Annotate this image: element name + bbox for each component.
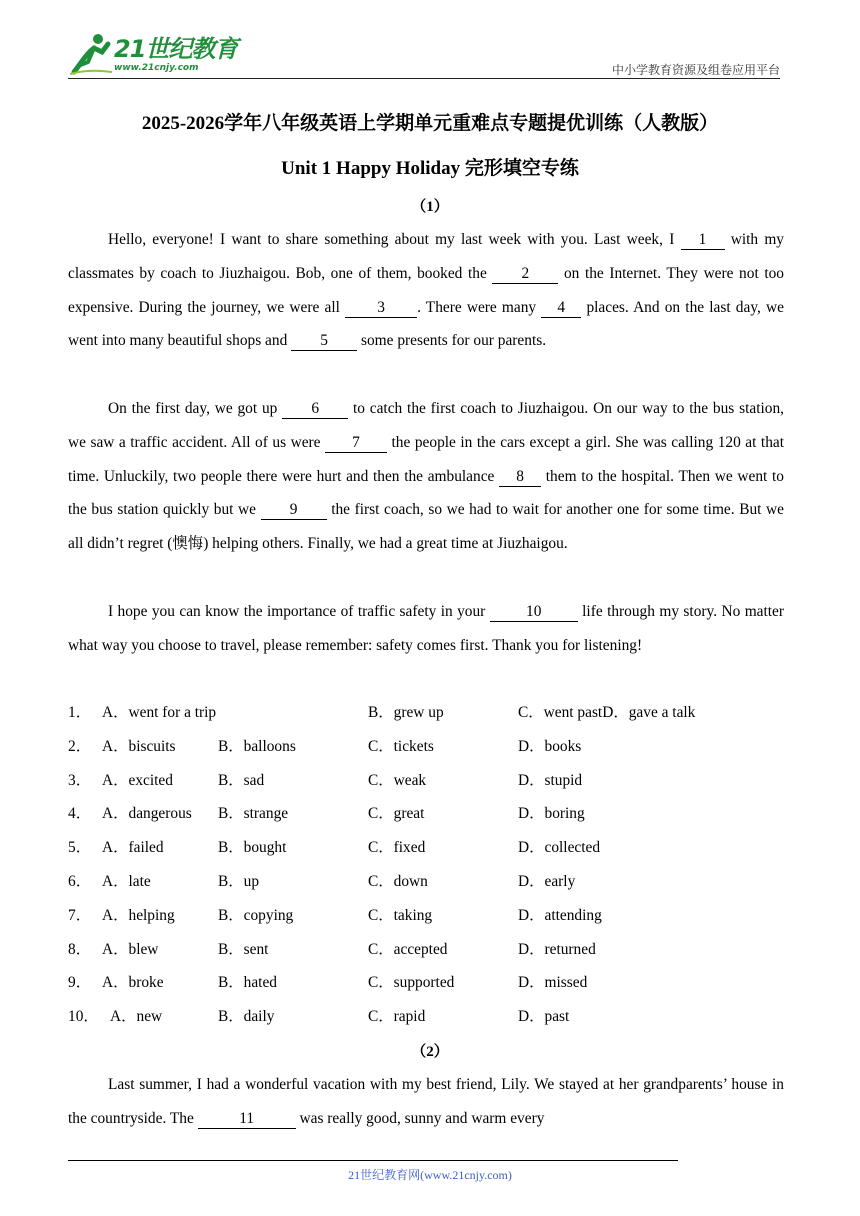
- blank-2: 2: [492, 265, 558, 284]
- footer-divider: [68, 1160, 678, 1161]
- question-options: [68, 696, 784, 1034]
- question-row: 2． A．biscuits B．balloons C．tickets D．books: [68, 737, 582, 755]
- passage-1-paragraph-1: Hello, everyone! I want to share something about my last week with you. Last week, I 1 with my classmates by coach to Jiuzhaigou. Bob, one of them, booked the 2 on the Internet. They were not too expensive. During the journey, we were all 3 . There were many 4 places. And on the last day, we went into many beautiful shops and 5 some presents for our parents.: [68, 231, 784, 350]
- question-row: 7． A．helping B．copying C．taking D．attending: [68, 906, 602, 924]
- question-row: 5． A．failed B．bought C．fixed D．collected: [68, 839, 601, 857]
- blank-3: 3: [345, 299, 417, 318]
- question-row: 6． A．late B．up C．down D．early: [68, 872, 576, 890]
- question-row: 1． A．went for a trip B．grew up C．went pastD．gave a talk: [68, 704, 696, 721]
- header-divider: [68, 78, 780, 79]
- blank-10: 10: [490, 603, 578, 622]
- section-2-label: （2）: [411, 1044, 449, 1060]
- passage-1-paragraph-2: On the first day, we got up 6 to catch the first coach to Jiuzhaigou. On our way to the bus station, we saw a traffic accident. All of us were 7 the people in the cars except a girl. She was calling 120 at that time. Unluckily, two people there were hurt and then the ambulance 8 them to the hospital. Then we went to the bus station quickly but we 9 the first coach, so we had to wait for another one for some time. But we all didn’t regret (懊悔) helping others. Finally, we had a great time at Jiuzhaigou.: [68, 400, 785, 553]
- runner-logo-icon: [68, 32, 114, 76]
- blank-11: 11: [198, 1110, 296, 1129]
- blank-5: 5: [291, 332, 357, 351]
- page-header: [68, 30, 780, 78]
- logo-url: www.21cnjy.com: [114, 63, 199, 73]
- document-subtitle: Unit 1 Happy Holiday 完形填空专练: [281, 158, 579, 179]
- footer-text: 21世纪教育网(www.21cnjy.com): [348, 1168, 512, 1182]
- blank-6: 6: [282, 400, 348, 419]
- blank-9: 9: [261, 501, 327, 520]
- blank-8: 8: [499, 468, 541, 487]
- passage-2-paragraph-1: Last summer, I had a wonderful vacation with my best friend, Lily. We stayed at her grandparents’ house in the countryside. The 11 was really good, sunny and warm every: [68, 1076, 784, 1127]
- question-row: 4． A．dangerous B．strange C．great D．boring: [68, 805, 585, 823]
- question-row: 8． A．blew B．sent C．accepted D．returned: [68, 940, 596, 958]
- question-row: 9． A．broke B．hated C．supported D．missed: [68, 974, 588, 992]
- blank-7: 7: [325, 434, 387, 453]
- blank-4: 4: [541, 299, 581, 318]
- passage-1-paragraph-3: I hope you can know the importance of traffic safety in your 10 life through my story. No matter what way you choose to travel, please remember: safety comes first. Thank you for listening!: [68, 603, 785, 654]
- section-1-label: （1）: [411, 199, 449, 215]
- question-row: 10． A．new B．daily C．rapid D．past: [68, 1008, 570, 1026]
- question-row: 3． A．excited B．sad C．weak D．stupid: [68, 771, 583, 789]
- document-title: 2025-2026学年八年级英语上学期单元重难点专题提优训练（人教版）: [141, 113, 719, 134]
- logo-text: 21世纪教育: [114, 35, 238, 63]
- platform-name: 中小学教育资源及组卷应用平台: [611, 63, 780, 77]
- logo: [68, 32, 238, 76]
- blank-1: 1: [681, 231, 725, 250]
